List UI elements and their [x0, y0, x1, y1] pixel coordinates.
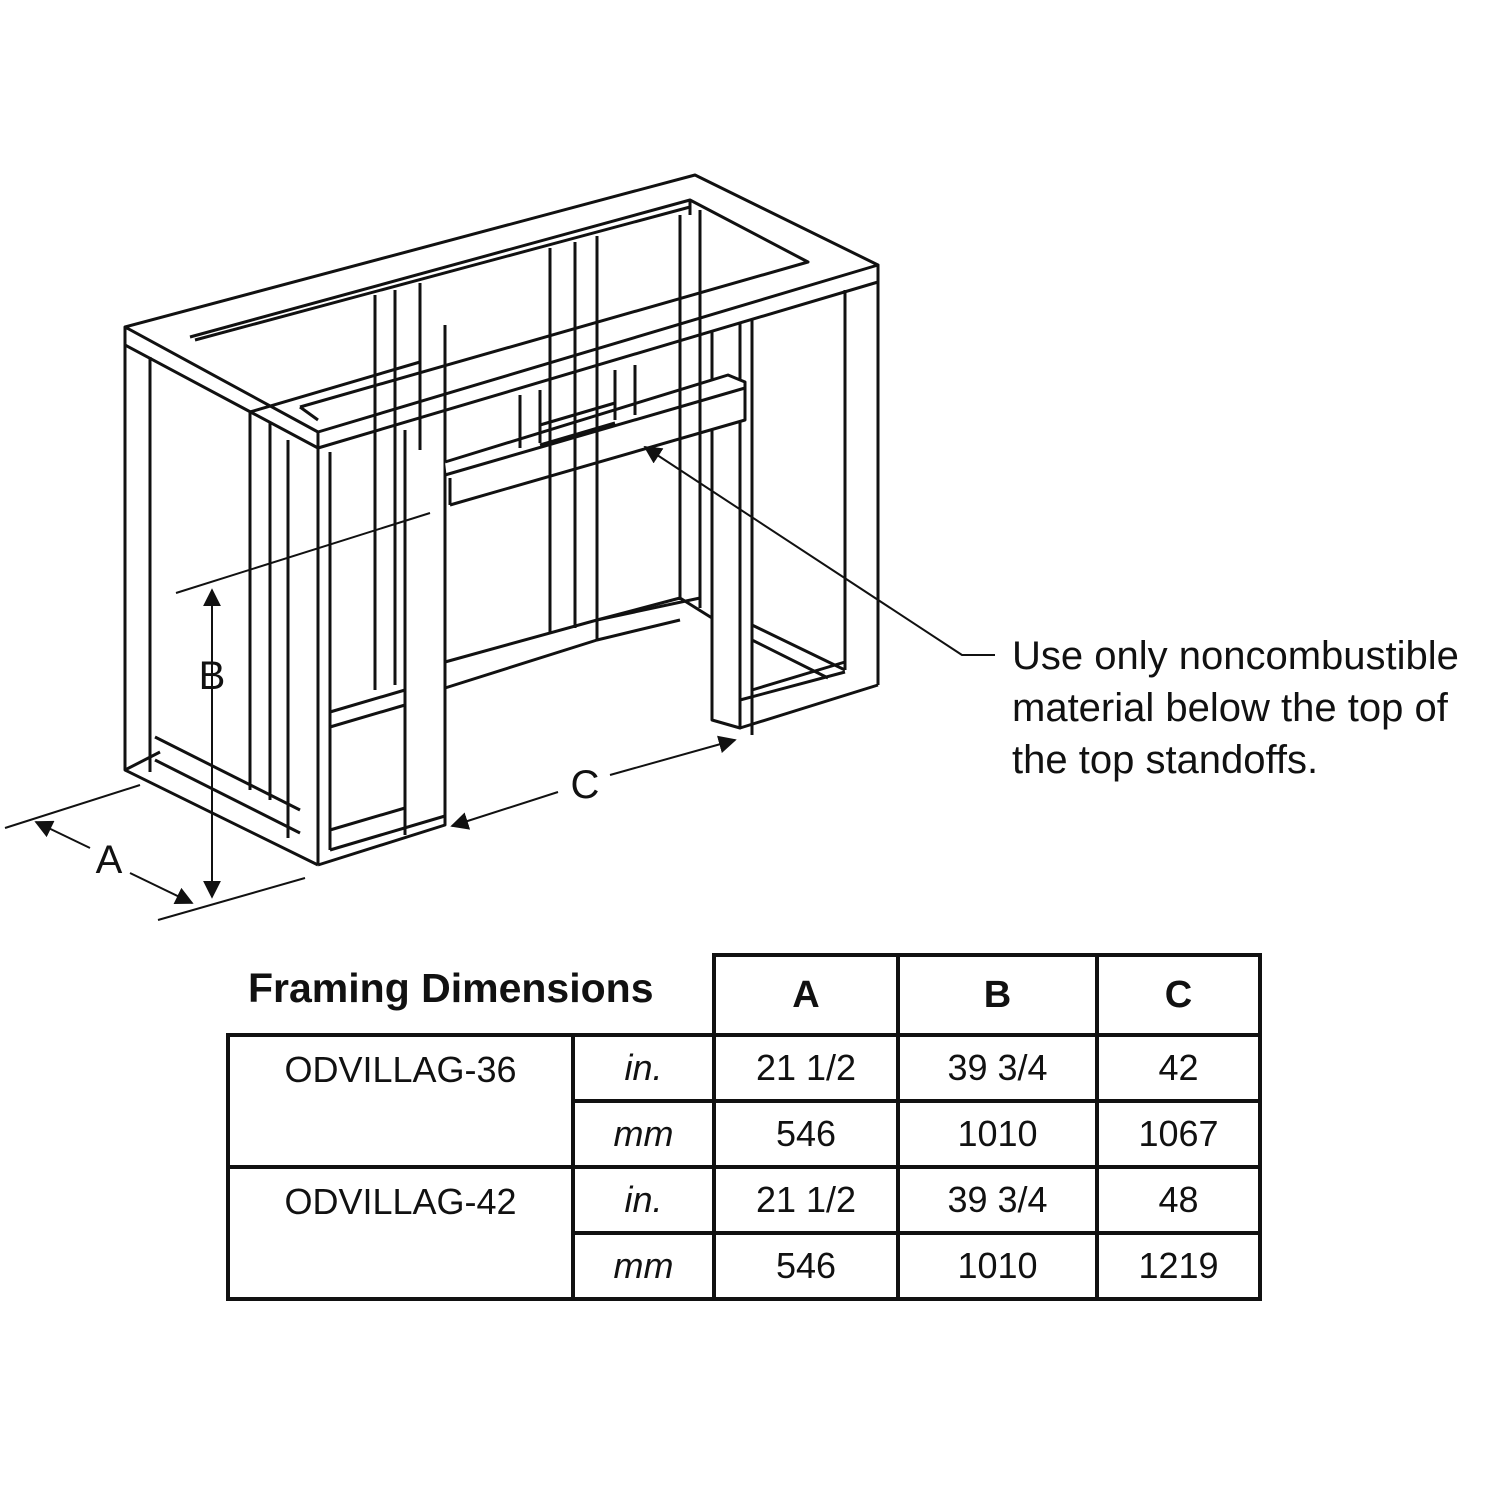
value-cell: 546	[714, 1101, 898, 1167]
value-cell: 1219	[1097, 1233, 1260, 1299]
column-header-a: A	[714, 955, 898, 1035]
note-line: material below the top of	[1012, 686, 1448, 730]
framing-dimensions-table	[226, 953, 1262, 1301]
value-cell: 21 1/2	[714, 1167, 898, 1233]
table-title: Framing Dimensions	[248, 965, 654, 1011]
unit-cell: in.	[573, 1167, 714, 1233]
table-row	[228, 1167, 1260, 1233]
dimension-label-b: B	[198, 654, 226, 698]
value-cell: 48	[1097, 1167, 1260, 1233]
top-frame	[125, 175, 878, 448]
unit-cell: in.	[573, 1035, 714, 1101]
table-header-row	[228, 955, 1260, 1035]
column-header-c: C	[1097, 955, 1260, 1035]
value-cell: 546	[714, 1233, 898, 1299]
table-row	[228, 1035, 1260, 1101]
value-cell: 1010	[898, 1101, 1097, 1167]
unit-cell: mm	[573, 1233, 714, 1299]
dimension-label-a: A	[95, 838, 123, 882]
model-name: ODVILLAG-36	[228, 1035, 573, 1167]
dimension-label-c: C	[570, 763, 600, 807]
unit-cell: mm	[573, 1101, 714, 1167]
value-cell: 39 3/4	[898, 1035, 1097, 1101]
column-header-b: B	[898, 955, 1097, 1035]
value-cell: 1067	[1097, 1101, 1260, 1167]
value-cell: 21 1/2	[714, 1035, 898, 1101]
left-side-wall	[125, 345, 318, 865]
noncombustible-note	[1012, 630, 1497, 786]
note-line: Use only noncombustible	[1012, 634, 1459, 678]
value-cell: 1010	[898, 1233, 1097, 1299]
note-line: the top standoffs.	[1012, 738, 1319, 782]
value-cell: 42	[1097, 1035, 1260, 1101]
value-cell: 39 3/4	[898, 1167, 1097, 1233]
model-name: ODVILLAG-42	[228, 1167, 573, 1299]
